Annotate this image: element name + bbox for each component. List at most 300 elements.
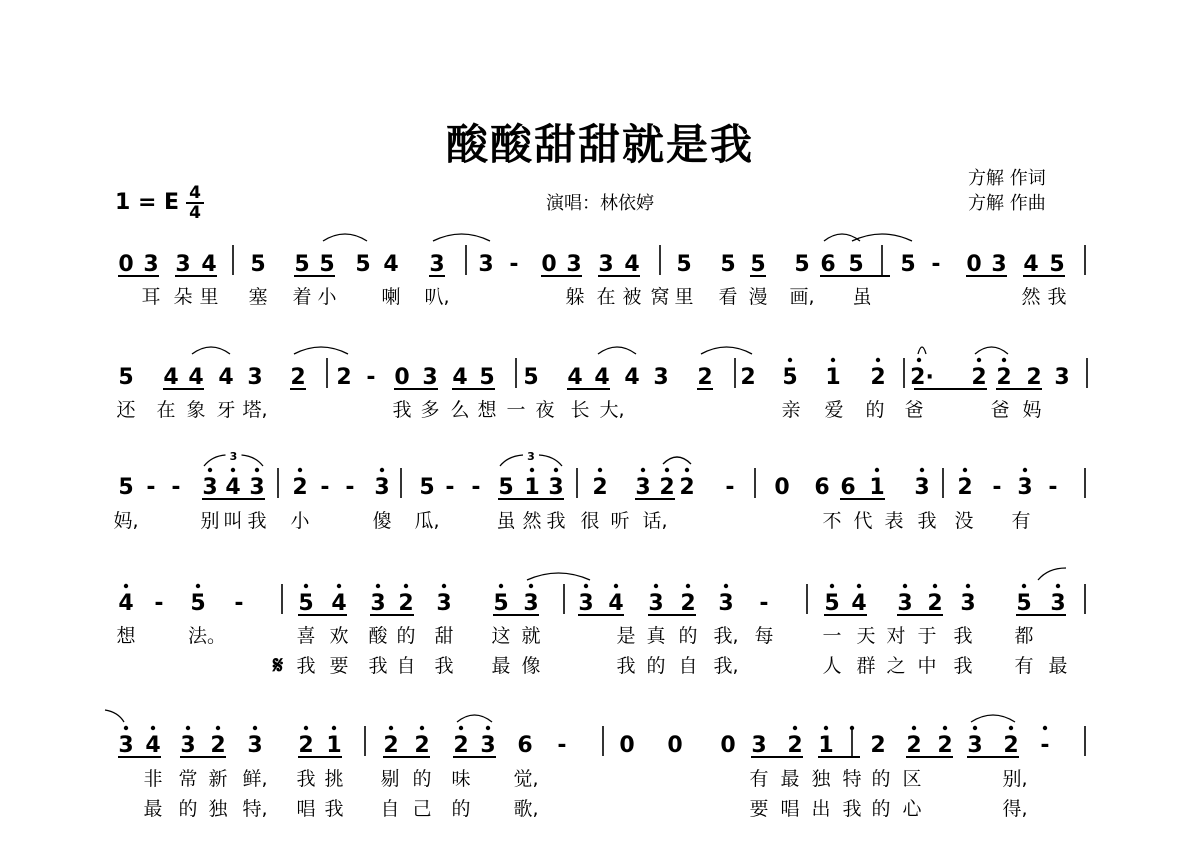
- lyric-char: 象: [186, 399, 206, 421]
- note: 4: [145, 733, 161, 758]
- tie-arc: [192, 347, 230, 354]
- lyric-char: 的: [178, 798, 198, 820]
- octave-dot-high: [186, 726, 190, 730]
- note: 0: [541, 252, 557, 277]
- note: -: [234, 591, 244, 616]
- note: 5: [794, 252, 810, 277]
- octave-dot-high: [380, 468, 384, 472]
- octave-dot-high: [830, 584, 834, 588]
- lyric-char: 表: [884, 510, 904, 532]
- note: 2: [680, 591, 696, 616]
- note: 3: [635, 475, 651, 500]
- octave-dot-high: [654, 584, 658, 588]
- octave-dot-high: [124, 584, 128, 588]
- tie-arc: [975, 347, 1008, 354]
- note: 3: [897, 591, 913, 616]
- octave-dot-high: [420, 726, 424, 730]
- tie-arc: [323, 234, 367, 241]
- octave-dot-high: [376, 584, 380, 588]
- note: 5: [118, 365, 134, 390]
- lyric-char: 塔,: [242, 399, 268, 421]
- note: 3: [249, 475, 265, 500]
- lyric-char: 大,: [599, 399, 625, 421]
- lyric-char: 每: [754, 625, 774, 647]
- lyric-char: 妈: [1022, 399, 1042, 421]
- lyric-char: 朵: [173, 286, 193, 308]
- lyric-char: 叫: [223, 510, 243, 532]
- lyric-char: 我: [324, 798, 344, 820]
- note: 3: [480, 733, 496, 758]
- lyric-char: 多: [420, 399, 440, 421]
- note: 5: [848, 252, 864, 277]
- lyric-char: 味: [451, 768, 471, 790]
- note: -: [345, 475, 355, 500]
- segno-sign: 𝄋: [272, 650, 284, 679]
- note: 4: [201, 252, 217, 277]
- lyric-char: 一: [822, 625, 842, 647]
- note: 5: [676, 252, 692, 277]
- octave-dot-high: [298, 468, 302, 472]
- octave-dot-high: [231, 468, 235, 472]
- note: 5: [190, 591, 206, 616]
- note: 3: [370, 591, 386, 616]
- lyric-char: 然: [522, 510, 542, 532]
- octave-dot-high: [920, 468, 924, 472]
- lyric-char: 心: [902, 798, 922, 820]
- tie-arc: [918, 347, 926, 354]
- note: -: [759, 591, 769, 616]
- lyric-char: 之: [886, 655, 906, 677]
- lyric-char: 妈,: [113, 510, 139, 532]
- lyric-char: 非: [143, 768, 163, 790]
- octave-dot-high: [876, 358, 880, 362]
- note: 5: [720, 252, 736, 277]
- note: -: [509, 252, 519, 277]
- note: 3: [967, 733, 983, 758]
- lyric-char: 唱: [296, 798, 316, 820]
- note: 3: [578, 591, 594, 616]
- lyric-char: 我: [368, 655, 388, 677]
- lyric-char: 剔: [380, 768, 400, 790]
- lyric-char: 人: [822, 655, 842, 677]
- note: 1: [825, 365, 841, 390]
- octave-dot-high: [304, 584, 308, 588]
- octave-dot-high: [1043, 726, 1047, 730]
- octave-dot-high: [685, 468, 689, 472]
- lyric-char: 挑: [324, 768, 344, 790]
- lyric-char: 我,: [713, 625, 739, 647]
- octave-dot-high: [1023, 468, 1027, 472]
- lyric-char: 话,: [642, 510, 668, 532]
- note: 3: [247, 733, 263, 758]
- octave-dot-high: [686, 584, 690, 588]
- note: 3: [718, 591, 734, 616]
- note: -: [471, 475, 481, 500]
- note: 5: [824, 591, 840, 616]
- lyric-char: 对: [886, 625, 906, 647]
- note: -: [1040, 733, 1050, 758]
- note: 5: [298, 591, 314, 616]
- note: 3: [374, 475, 390, 500]
- octave-dot-high: [584, 584, 588, 588]
- octave-dot-high: [824, 726, 828, 730]
- octave-dot-high: [857, 584, 861, 588]
- lyric-char: 得,: [1002, 798, 1028, 820]
- lyric-char: 最: [780, 768, 800, 790]
- note: 5: [523, 365, 539, 390]
- octave-dot-high: [903, 584, 907, 588]
- lyric-char: 漫: [748, 286, 768, 308]
- lyric-char: 的: [451, 798, 471, 820]
- note: 2: [870, 733, 886, 758]
- note: 5: [782, 365, 798, 390]
- note: 2: [398, 591, 414, 616]
- octave-dot-high: [332, 726, 336, 730]
- note: 0: [774, 475, 790, 500]
- note: 0: [394, 365, 410, 390]
- lyric-char: 欢: [329, 625, 349, 647]
- lyric-char: 最: [143, 798, 163, 820]
- note: 1: [326, 733, 342, 758]
- lyric-char: 出: [811, 798, 831, 820]
- note: -: [154, 591, 164, 616]
- lyric-char: 叭,: [424, 286, 450, 308]
- lyric-char: 有: [1014, 655, 1034, 677]
- octave-dot-high: [124, 726, 128, 730]
- note: 4: [567, 365, 583, 390]
- lyric-char: 歌,: [513, 798, 539, 820]
- note: 3: [523, 591, 539, 616]
- score-line-1: [118, 234, 1085, 308]
- lyric-char: 在: [156, 399, 176, 421]
- lyric-char: 群: [856, 655, 876, 677]
- note: 5: [479, 365, 495, 390]
- note: -: [445, 475, 455, 500]
- lyric-char: 我: [953, 625, 973, 647]
- tie-arc: [701, 347, 752, 354]
- octave-dot-high: [875, 468, 879, 472]
- octave-dot-high: [530, 468, 534, 472]
- note: 5: [900, 252, 916, 277]
- lyric-char: 虽: [852, 286, 872, 308]
- lyric-char: 我: [247, 510, 267, 532]
- lyric-char: 于: [917, 625, 937, 647]
- song-title: 酸酸甜甜就是我: [445, 120, 754, 169]
- score-line-2: [116, 347, 1087, 421]
- octave-dot-high: [1056, 584, 1060, 588]
- lyric-char: 是: [616, 625, 636, 647]
- note: 5: [419, 475, 435, 500]
- lyric-char: 唱: [780, 798, 800, 820]
- note: 1: [869, 475, 885, 500]
- note: 5: [319, 252, 335, 277]
- note: 3: [653, 365, 669, 390]
- note: 4: [331, 591, 347, 616]
- note: 2: [927, 591, 943, 616]
- tie-arc: [433, 234, 490, 241]
- note: 4: [608, 591, 624, 616]
- note: 1: [524, 475, 540, 500]
- composer-credit: 方解 作曲: [968, 193, 1046, 214]
- note: 0: [667, 733, 683, 758]
- note: 2: [996, 365, 1012, 390]
- note: 3: [1054, 365, 1070, 390]
- lyric-char: 我: [296, 655, 316, 677]
- lyric-char: 新: [208, 768, 228, 790]
- note: 4: [452, 365, 468, 390]
- note: 4: [851, 591, 867, 616]
- octave-dot-high: [459, 726, 463, 730]
- note: 3: [1017, 475, 1033, 500]
- triplet-arc-left: [500, 455, 523, 466]
- note: -: [725, 475, 735, 500]
- octave-dot-high: [973, 726, 977, 730]
- lyric-char: 我: [392, 399, 412, 421]
- note: 2·: [910, 365, 934, 390]
- tie-arc: [457, 715, 492, 722]
- note: 6: [840, 475, 856, 500]
- octave-dot-high: [793, 726, 797, 730]
- note: 4: [218, 365, 234, 390]
- lyric-char: 像: [521, 655, 541, 677]
- lyric-char: 的: [646, 655, 666, 677]
- octave-dot-high: [554, 468, 558, 472]
- note: 2: [290, 365, 306, 390]
- lyric-char: 虽: [496, 510, 516, 532]
- note: -: [320, 475, 330, 500]
- note: 4: [383, 252, 399, 277]
- note: 2: [592, 475, 608, 500]
- lyric-char: 有: [1011, 510, 1031, 532]
- score-line-4: [116, 568, 1085, 679]
- lyric-char: 的: [678, 625, 698, 647]
- octave-dot-high: [963, 468, 967, 472]
- lyric-char: 的: [865, 399, 885, 421]
- lyric-char: 看: [718, 286, 738, 308]
- note: 6: [820, 252, 836, 277]
- note: 3: [648, 591, 664, 616]
- lyric-char: 我: [546, 510, 566, 532]
- note: 2: [659, 475, 675, 500]
- lyric-char: 真: [646, 625, 666, 647]
- lyric-char: 想: [116, 625, 136, 647]
- tie-arc-out: [1038, 568, 1066, 580]
- note: 5: [118, 475, 134, 500]
- octave-dot-high: [788, 358, 792, 362]
- note: 2: [1003, 733, 1019, 758]
- octave-dot-high: [641, 468, 645, 472]
- lyric-char: 中: [917, 655, 937, 677]
- octave-dot-high: [499, 584, 503, 588]
- lyric-char: 天: [856, 625, 876, 647]
- lyric-char: 法。: [187, 625, 227, 647]
- lyric-char: 被: [622, 286, 642, 308]
- triplet-mark: 3: [229, 450, 238, 463]
- lyric-char: 塞: [248, 286, 268, 308]
- lyric-char: 在: [596, 286, 616, 308]
- note: 2: [336, 365, 352, 390]
- note: 3: [175, 252, 191, 277]
- note: 5: [1016, 591, 1032, 616]
- note: -: [557, 733, 567, 758]
- tie-arc: [663, 457, 691, 464]
- lyric-char: 最: [491, 655, 511, 677]
- lyric-char: 小: [317, 286, 337, 308]
- lyric-char: 着: [292, 286, 312, 308]
- tie-arc: [852, 234, 912, 241]
- note: 2: [453, 733, 469, 758]
- octave-dot-high: [614, 584, 618, 588]
- lyric-char: 里: [674, 286, 694, 308]
- lyric-char: 里: [199, 286, 219, 308]
- tie-arc: [971, 715, 1015, 722]
- octave-dot-high: [337, 584, 341, 588]
- note: 2: [292, 475, 308, 500]
- lyric-char: 觉,: [513, 768, 539, 790]
- tie-arc: [598, 347, 636, 354]
- note: -: [366, 365, 376, 390]
- note: 2: [870, 365, 886, 390]
- lyric-char: 我: [434, 655, 454, 677]
- note: -: [1048, 475, 1058, 500]
- octave-dot-high: [253, 726, 257, 730]
- lyric-char: 喜: [296, 625, 316, 647]
- score-line-5: [105, 710, 1085, 820]
- octave-dot-high: [912, 726, 916, 730]
- note: 2: [1026, 365, 1042, 390]
- note: 0: [720, 733, 736, 758]
- lyric-char: 自: [380, 798, 400, 820]
- lyric-char: 的: [396, 625, 416, 647]
- lyric-char: 小: [290, 510, 310, 532]
- time-signature-bottom: 4: [189, 203, 201, 223]
- lyric-char: 亲: [781, 399, 801, 421]
- singer-credit: 演唱：林依婷: [546, 193, 654, 214]
- octave-dot-high: [966, 584, 970, 588]
- lyric-char: 要: [749, 798, 769, 820]
- note: 5: [750, 252, 766, 277]
- note: 2: [740, 365, 756, 390]
- lyric-char: 不: [822, 510, 842, 532]
- note: 5: [294, 252, 310, 277]
- lyric-char: 代: [853, 510, 873, 532]
- octave-dot-high: [1009, 726, 1013, 730]
- octave-dot-high: [917, 358, 921, 362]
- octave-dot-high: [850, 726, 854, 730]
- note: 6: [814, 475, 830, 500]
- note: 3: [991, 252, 1007, 277]
- lyric-char: 区: [902, 768, 922, 790]
- note: 0: [966, 252, 982, 277]
- lyric-char: 躲: [565, 286, 585, 308]
- note: 2: [697, 365, 713, 390]
- lyric-char: 要: [329, 655, 349, 677]
- octave-dot-high: [724, 584, 728, 588]
- note: 3: [143, 252, 159, 277]
- tie-arc: [294, 347, 348, 354]
- note: 4: [188, 365, 204, 390]
- note: 0: [619, 733, 635, 758]
- lyric-char: 瓜,: [414, 510, 440, 532]
- note: 4: [624, 252, 640, 277]
- note: 4: [624, 365, 640, 390]
- triplet-arc-left: [204, 455, 226, 466]
- note: 2: [414, 733, 430, 758]
- lyric-char: 我: [616, 655, 636, 677]
- lyric-char: 特,: [242, 798, 268, 820]
- octave-dot-high: [943, 726, 947, 730]
- note: 5: [498, 475, 514, 500]
- lyric-char: 傻: [372, 510, 392, 532]
- time-signature-top: 4: [189, 183, 201, 203]
- note: 3: [118, 733, 134, 758]
- octave-dot-high: [389, 726, 393, 730]
- lyric-char: 特: [842, 768, 862, 790]
- octave-dot-high: [1022, 584, 1026, 588]
- lyric-char: 鲜,: [242, 768, 268, 790]
- lyric-char: 夜: [535, 399, 555, 421]
- lyric-char: 自: [396, 655, 416, 677]
- lyric-char: 长: [570, 399, 590, 421]
- lyric-char: 就: [521, 625, 541, 647]
- note: 2: [679, 475, 695, 500]
- note: 3: [598, 252, 614, 277]
- note: 5: [355, 252, 371, 277]
- octave-dot-high: [216, 726, 220, 730]
- note: 2: [787, 733, 803, 758]
- lyric-char: 我: [953, 655, 973, 677]
- triplet-arc-right: [539, 455, 562, 466]
- note: 3: [914, 475, 930, 500]
- note: 2: [210, 733, 226, 758]
- note: 2: [957, 475, 973, 500]
- note: 3: [429, 252, 445, 277]
- lyric-char: 喇: [381, 286, 401, 308]
- note: 4: [225, 475, 241, 500]
- lyricist-credit: 方解 作词: [968, 168, 1046, 189]
- note: 5: [1049, 252, 1065, 277]
- lyric-char: 酸: [368, 625, 388, 647]
- note: 3: [436, 591, 452, 616]
- note: -: [931, 252, 941, 277]
- note: -: [146, 475, 156, 500]
- lyric-char: 有: [749, 768, 769, 790]
- note: 5: [250, 252, 266, 277]
- note: 3: [960, 591, 976, 616]
- lyric-char: 我: [1047, 286, 1067, 308]
- note: 3: [548, 475, 564, 500]
- lyric-char: 甜: [434, 625, 454, 647]
- note: 5: [493, 591, 509, 616]
- note: 2: [906, 733, 922, 758]
- lyric-char: 很: [580, 510, 600, 532]
- lyric-char: 没: [954, 510, 974, 532]
- note: 3: [751, 733, 767, 758]
- note: 2: [298, 733, 314, 758]
- lyric-char: 最: [1048, 655, 1068, 677]
- lyric-char: 独: [208, 798, 228, 820]
- note: 4: [163, 365, 179, 390]
- triplet-arc-right: [242, 455, 264, 466]
- octave-dot-high: [933, 584, 937, 588]
- lyric-char: 都: [1014, 625, 1034, 647]
- lyric-char: 别: [200, 510, 220, 532]
- tie-arc: [527, 573, 590, 580]
- note: -: [171, 475, 181, 500]
- lyric-char: 一: [506, 399, 526, 421]
- lyric-char: 窝: [650, 286, 670, 308]
- lyric-char: 听: [610, 510, 630, 532]
